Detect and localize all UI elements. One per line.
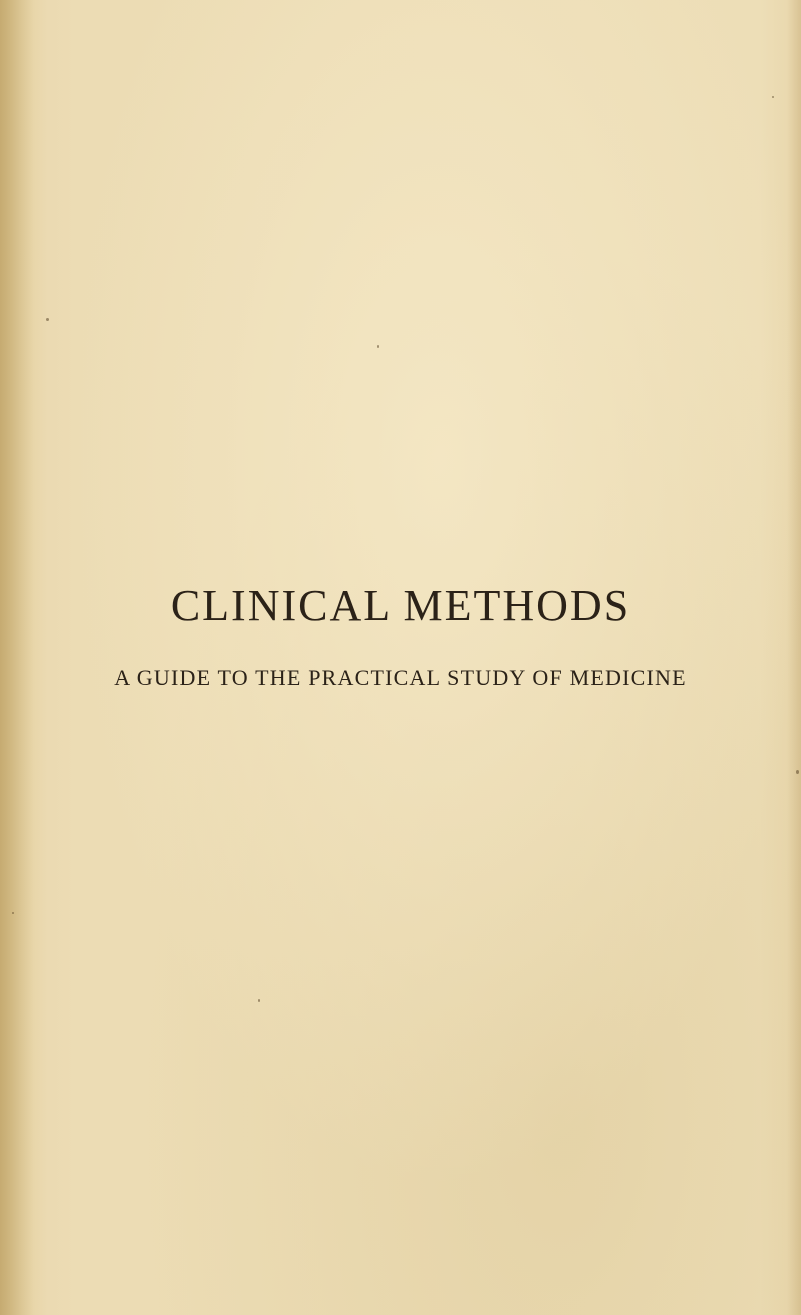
paper-speck	[258, 999, 260, 1002]
book-subtitle: A GUIDE TO THE PRACTICAL STUDY OF MEDICINE	[114, 665, 687, 690]
page-edge-shadow	[787, 0, 801, 1315]
paper-speck	[377, 345, 379, 348]
paper-speck	[772, 96, 774, 98]
paper-speck	[46, 318, 49, 321]
paper-speck	[796, 770, 799, 774]
spine-shadow	[0, 0, 34, 1315]
paper-speck	[12, 912, 14, 914]
book-title: CLINICAL METHODS	[170, 581, 631, 630]
